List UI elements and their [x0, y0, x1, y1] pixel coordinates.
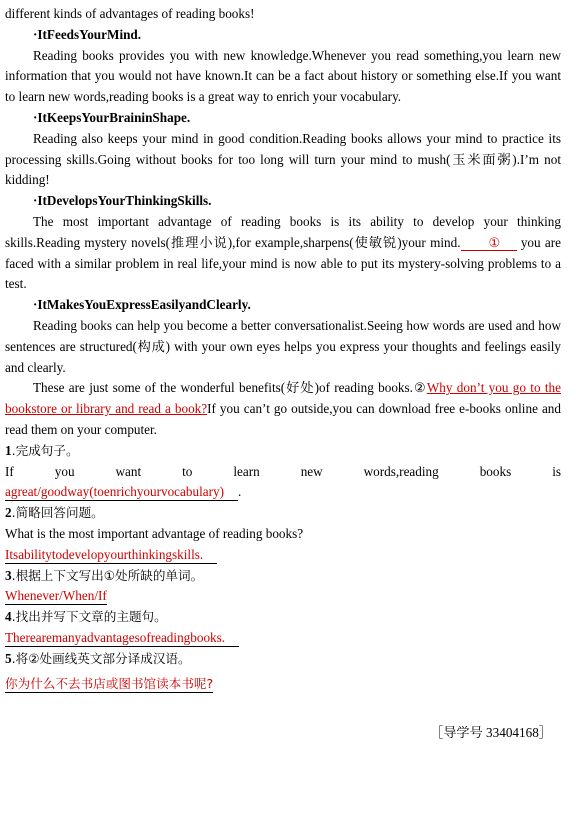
question-2-answer: Itsabilitytodevelopyourthinkingskills. — [5, 547, 217, 564]
document-page — [5, 4, 561, 694]
heading-express-clearly: ·ItMakesYouExpressEasilyandClearly. — [33, 297, 251, 313]
paragraph-express-clearly: Reading books can help you become a better conversationalist.Seeing how words are used and how sentences are structured(构成) with your own eyes helps you express your thoughts and feelings easily and clearly. — [5, 317, 561, 375]
paragraph-thinking-skills-part-a: The most important advantage of reading books is its ability to develop your thinking skills.Reading mystery novels(推理小说),for example,sharpens(使敏锐)your mind. — [5, 213, 561, 250]
intro-tail: different kinds of advantages of reading books! — [5, 6, 255, 21]
paragraph-thinking-skills — [5, 212, 561, 295]
question-5-label: 5.将②处画线英文部分译成汉语。 — [5, 650, 191, 666]
question-1-answer-row: agreat/goodway(toenrichyourvocabulary) . — [5, 484, 242, 500]
heading-feeds-mind: ·ItFeedsYourMind. — [33, 26, 142, 42]
question-4-answer: Therearemanyadvantagesofreadingbooks. — [5, 630, 239, 647]
question-3-label: 3.根据上下文写出①处所缺的单词。 — [5, 567, 204, 583]
guide-number: ［导学号 33404168］ — [430, 725, 552, 740]
underlined-sentence-two: Why don’t you go to the bookstore or library and read a book? — [5, 380, 561, 417]
blank-one: ① — [461, 236, 517, 251]
question-4-answer-row — [5, 628, 561, 649]
heading-brain-shape: ·ItKeepsYourBraininShape. — [33, 109, 191, 125]
paragraph-benefits-part-b: If you can’t go outside,you can download free e-books online and read them on your computer. — [5, 401, 561, 437]
question-2-answer-row — [5, 545, 561, 566]
question-3-answer: Whenever/When/If — [5, 588, 107, 604]
question-5-answer-row — [5, 674, 561, 695]
question-2-question: What is the most important advantage of reading books? — [5, 525, 304, 541]
paragraph-benefits — [5, 378, 561, 440]
question-1-label: 1.完成句子。 — [5, 442, 79, 458]
question-3-answer-row — [5, 586, 561, 607]
question-1-sentence: If you want to learn new words,reading books is — [5, 463, 561, 479]
question-2-label: 2.简略回答问题。 — [5, 505, 104, 521]
paragraph-brain-shape: Reading also keeps your mind in good condition.Reading books allows your mind to practice its processing skills.Going without books for too long will turn your mind to mush(玉米面粥).I’m not kidding! — [5, 130, 561, 188]
paragraph-benefits-part-a: These are just some of the wonderful benefits(好处)of reading books.② — [33, 380, 427, 396]
question-5-answer: 你为什么不去书店或图书馆读本书呢? — [5, 675, 214, 691]
question-1-answer: agreat/goodway(toenrichyourvocabulary) — [5, 484, 224, 500]
question-1-underline-tail — [224, 484, 238, 501]
heading-thinking-skills: ·ItDevelopsYourThinkingSkills. — [33, 193, 212, 209]
paragraph-thinking-skills-part-b: you are faced with a similar problem in real life,your mind is now able to put its mystery-solving problems to a test. — [5, 234, 562, 292]
paragraph-feeds-mind: Reading books provides you with new knowledge.Whenever you read something,you learn new information that you would not have known.It can be a fact about history or something else.If you want to learn new words,reading books is a great way to enrich your vocabulary. — [5, 47, 561, 105]
question-4-label: 4.找出并写下文章的主题句。 — [5, 609, 167, 625]
